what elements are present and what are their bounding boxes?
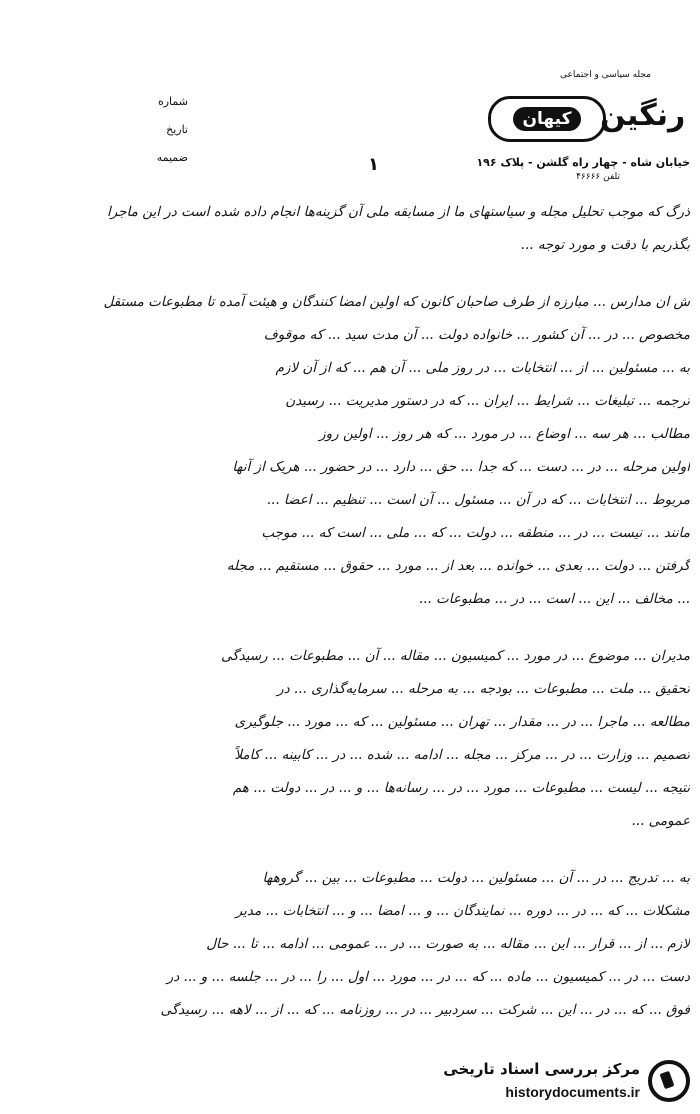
text-line: ش ان مدارس ... مبارزه از طرف صاحبان کانون که اولین امضا کنندگان و هیئت آمده تا مطبوعات مستقل xyxy=(103,294,690,310)
text-line: دست ... در ... کمیسیون ... ماده ... که ... در ... مورد ... اول ... را ... در ... جلسه ... و ... در xyxy=(166,969,690,985)
text-line: لازم ... از ... قرار ... این ... مقاله ... به صورت ... در ... عمومی ... ادامه ... تا ... حال xyxy=(206,936,690,952)
magazine-tag: مجله سیاسی و اجتماعی xyxy=(560,70,652,80)
text-line: به ... مسئولین ... از ... انتخابات ... در روز ملی ... آن هم ... که از آن لازم xyxy=(275,360,690,376)
text-line: مشکلات ... که ... در ... دوره ... نمایندگان ... و ... امضا ... و ... انتخابات ... مدیر xyxy=(235,903,690,919)
text-line: مربوط ... انتخابات ... که در آن ... مسئول ... آن است ... تنظیم ... اعضا ... xyxy=(266,492,690,508)
text-line: مطالب ... هر سه ... اوضاع ... در مورد ... که هر روز ... اولین روز xyxy=(319,426,690,442)
page-number: ۱ xyxy=(368,154,379,175)
paragraph xyxy=(18,640,690,838)
attachment-label: ضمیمه xyxy=(156,151,188,164)
paragraph xyxy=(18,286,690,616)
text-line: مانند ... نیست ... در ... منطقه ... دولت ... که ... ملی ... است که ... موجب xyxy=(261,525,690,541)
text-line: ترجمه ... تبلیغات ... شرایط ... ایران ... که در دستور مدیریت ... رسیدن xyxy=(285,393,690,409)
letterhead-phone: تلفن ۴۶۶۶۶ xyxy=(576,172,620,182)
text-line: ... مخالف ... این ... است ... در ... مطبوعات ... xyxy=(418,591,690,607)
logo-highlight: کیهان xyxy=(513,107,582,131)
logo-word: رنگین xyxy=(600,98,686,133)
text-line: تصمیم ... وزارت ... در ... مرکز ... مجله ... ادامه ... شده ... در ... کابینه ... کاملاً xyxy=(234,747,690,763)
watermark-title: مرکز بررسی اسناد تاریخی xyxy=(443,1060,640,1078)
letterhead-address: خیابان شاه - چهار راه گلشن - پلاک ۱۹۶ xyxy=(476,156,690,169)
watermark xyxy=(420,1058,690,1108)
handwritten-body xyxy=(18,196,690,1051)
archive-logo-icon xyxy=(648,1060,690,1102)
text-line: نتیجه ... لیست ... مطبوعات ... مورد ... در ... رسانه‌ها ... و ... در ... دولت ... هم xyxy=(232,780,690,796)
paragraph xyxy=(18,196,690,262)
text-line: فوق ... که ... در ... این ... شرکت ... سردبیر ... در ... روزنامه ... که ... از ... لاهه ... رسیدگی xyxy=(160,1002,690,1018)
text-line: اولین مرحله ... در ... دست ... که جدا ... حق ... دارد ... در حضور ... هریک از آنها xyxy=(232,459,690,475)
date-label: تاریخ xyxy=(166,123,188,136)
text-line: گرفتن ... دولت ... بعدی ... خوانده ... بعد از ... مورد ... حقوق ... مستقیم ... مجله xyxy=(226,558,690,574)
text-line: بگذریم با دقت و مورد توجه ... xyxy=(520,237,690,253)
reference-fields xyxy=(118,88,188,172)
text-line: تحقیق ... ملت ... مطبوعات ... بودجه ... به مرحله ... سرمایه‌گذاری ... در xyxy=(277,681,690,697)
text-line: مدیران ... موضوع ... در مورد ... کمیسیون ... مقاله ... آن ... مطبوعات ... رسیدگی xyxy=(220,648,690,664)
text-line: مخصوص ... در ... آن کشور ... خانواده دولت ... آن مدت سید ... که موقوف xyxy=(263,327,690,343)
text-line: مطالعه ... ماجرا ... در ... مقدار ... تهران ... مسئولین ... که ... مورد ... جلوگیری xyxy=(234,714,690,730)
text-line: به ... تدریج ... در ... آن ... مسئولین ... دولت ... مطبوعات ... بین ... گروهها xyxy=(262,870,690,886)
paragraph xyxy=(18,862,690,1027)
number-label: شماره xyxy=(157,95,188,108)
letterhead-logo xyxy=(488,82,688,152)
text-line: ذرگ که موجب تحلیل مجله و سیاستهای ما از مسابقه ملی آن گزینه‌ها انجام داده شده است در این ماجرا xyxy=(107,204,690,220)
logo-box xyxy=(488,96,606,142)
watermark-url: historydocuments.ir xyxy=(505,1084,640,1100)
text-line: عمومی ... xyxy=(631,813,690,829)
